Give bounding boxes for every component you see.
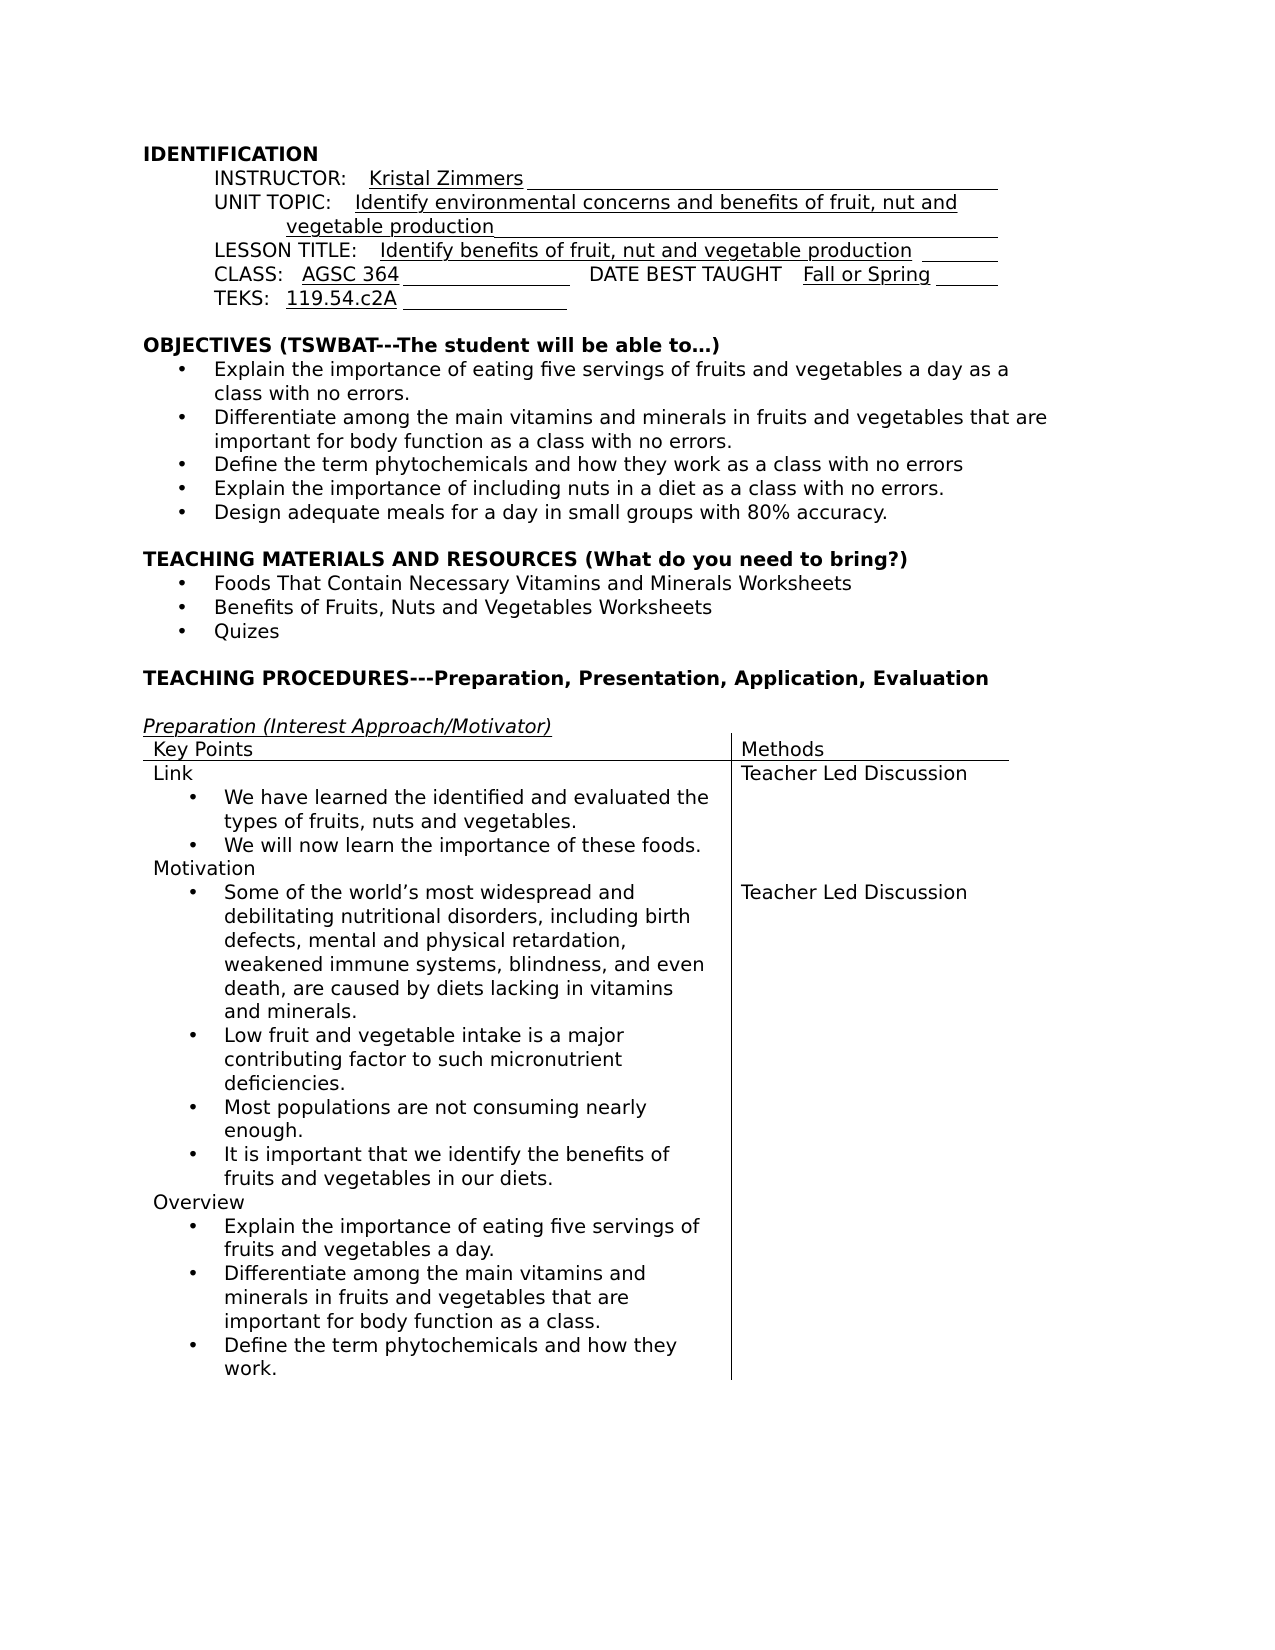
bullet-icon: • (176, 477, 188, 500)
objective-item: important for body function as a class with no errors. (214, 430, 733, 453)
class-label: CLASS: (214, 263, 284, 286)
material-item: Quizes (214, 620, 280, 643)
key-point-item: fruits and vegetables a day. (224, 1238, 495, 1261)
date-best-taught-value: Fall or Spring (803, 263, 931, 286)
method-link: Teacher Led Discussion (741, 762, 968, 785)
key-point-item: Differentiate among the main vitamins and (224, 1262, 646, 1285)
date-underline (936, 285, 998, 286)
instructor-label: INSTRUCTOR: (214, 167, 347, 190)
bullet-icon: • (176, 453, 188, 476)
method-motivation: Teacher Led Discussion (741, 881, 968, 904)
key-point-item: death, are caused by diets lacking in vitamins (224, 977, 674, 1000)
bullet-icon: • (187, 1143, 199, 1166)
material-item: Foods That Contain Necessary Vitamins and Minerals Worksheets (214, 572, 852, 595)
material-item: Benefits of Fruits, Nuts and Vegetables Worksheets (214, 596, 713, 619)
key-point-item: contributing factor to such micronutrient (224, 1048, 623, 1071)
instructor-value: Kristal Zimmers (369, 167, 524, 190)
teks-value: 119.54.c2A (286, 287, 397, 310)
key-point-item: and minerals. (224, 1000, 358, 1023)
bullet-icon: • (187, 834, 199, 857)
key-point-item: enough. (224, 1119, 304, 1142)
lesson-title-label: LESSON TITLE: (214, 239, 358, 262)
materials-heading: TEACHING MATERIALS AND RESOURCES (What do you need to bring?) (143, 548, 909, 571)
unit-topic-value-line1: Identify environmental concerns and benefits of fruit, nut and (355, 191, 958, 214)
key-point-item: Explain the importance of eating five servings of (224, 1215, 700, 1238)
table-column-divider (731, 733, 732, 1380)
identification-heading: IDENTIFICATION (143, 143, 319, 166)
bullet-icon: • (176, 358, 188, 381)
objective-item: Explain the importance of including nuts in a diet as a class with no errors. (214, 477, 945, 500)
bullet-icon: • (176, 572, 188, 595)
objective-item: class with no errors. (214, 382, 411, 405)
key-point-item: Define the term phytochemicals and how they (224, 1334, 678, 1357)
unit-topic-label: UNIT TOPIC: (214, 191, 332, 214)
objective-item: Explain the importance of eating five servings of fruits and vegetables a day as a (214, 358, 1010, 381)
lesson-title-underline (922, 261, 998, 262)
objective-item: Design adequate meals for a day in small groups with 80% accuracy. (214, 501, 888, 524)
bullet-icon: • (187, 1096, 199, 1119)
unit-topic-underline (494, 237, 998, 238)
col-key-points-header: Key Points (153, 738, 254, 761)
bullet-icon: • (187, 1024, 199, 1047)
key-point-item: It is important that we identify the benefits of (224, 1143, 670, 1166)
section-label-overview: Overview (153, 1191, 245, 1214)
key-point-item: types of fruits, nuts and vegetables. (224, 810, 578, 833)
key-point-item: Some of the world’s most widespread and (224, 881, 635, 904)
bullet-icon: • (187, 1334, 199, 1357)
key-point-item: work. (224, 1357, 278, 1380)
key-point-item: important for body function as a class. (224, 1310, 601, 1333)
bullet-icon: • (176, 501, 188, 524)
teks-underline (403, 309, 567, 310)
objective-item: Differentiate among the main vitamins and minerals in fruits and vegetables that are (214, 406, 1048, 429)
key-point-item: We will now learn the importance of these foods. (224, 834, 702, 857)
col-methods-header: Methods (741, 738, 825, 761)
class-underline (403, 285, 570, 286)
key-point-item: fruits and vegetables in our diets. (224, 1167, 554, 1190)
section-label-motivation: Motivation (153, 857, 256, 880)
key-point-item: minerals in fruits and vegetables that are (224, 1286, 630, 1309)
key-point-item: defects, mental and physical retardation, (224, 929, 627, 952)
bullet-icon: • (187, 786, 199, 809)
procedures-heading: TEACHING PROCEDURES---Preparation, Presentation, Application, Evaluation (143, 667, 990, 690)
key-point-item: weakened immune systems, blindness, and even (224, 953, 705, 976)
teks-label: TEKS: (214, 287, 270, 310)
key-point-item: Most populations are not consuming nearly (224, 1096, 647, 1119)
unit-topic-value-line2: vegetable production (286, 215, 495, 238)
key-point-item: Low fruit and vegetable intake is a major (224, 1024, 624, 1047)
bullet-icon: • (187, 1215, 199, 1238)
bullet-icon: • (176, 620, 188, 643)
preparation-title: Preparation (Interest Approach/Motivator) (143, 715, 553, 738)
instructor-underline (527, 189, 998, 190)
class-value: AGSC 364 (302, 263, 400, 286)
objectives-heading: OBJECTIVES (TSWBAT---The student will be able to…) (143, 334, 721, 357)
bullet-icon: • (187, 881, 199, 904)
key-point-item: deficiencies. (224, 1072, 346, 1095)
bullet-icon: • (176, 406, 188, 429)
key-point-item: We have learned the identified and evaluated the (224, 786, 709, 809)
date-best-taught-label: DATE BEST TAUGHT (589, 263, 782, 286)
key-point-item: debilitating nutritional disorders, including birth (224, 905, 691, 928)
lesson-title-value: Identify benefits of fruit, nut and vegetable production (380, 239, 913, 262)
bullet-icon: • (176, 596, 188, 619)
bullet-icon: • (187, 1262, 199, 1285)
objective-item: Define the term phytochemicals and how they work as a class with no errors (214, 453, 964, 476)
table-header-rule (143, 760, 1009, 761)
section-label-link: Link (153, 762, 193, 785)
